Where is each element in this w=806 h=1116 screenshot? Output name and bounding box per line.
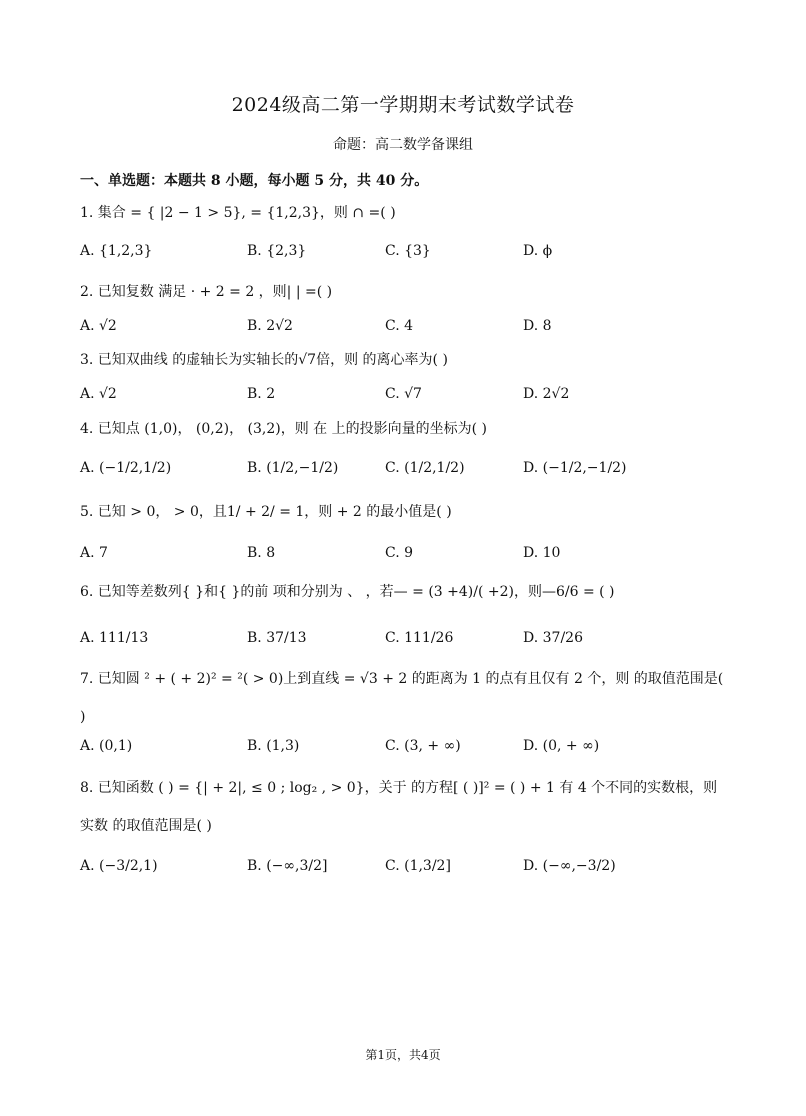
question-2-options — [80, 312, 730, 340]
option-c: C. 9 — [385, 545, 414, 561]
option-d: D. ϕ — [523, 243, 553, 259]
option-b: B. 8 — [247, 545, 276, 561]
option-d: D. (0, + ∞) — [523, 738, 600, 754]
question-7-stem: 7. 已知圆 ² + ( + 2)² = ²( > 0)上到直线 = √3 + 2 的距离为 1 的点有且仅有 2 个，则 的取值范围是( ) — [80, 671, 724, 725]
question-1-stem: 1. 集合 = { |2 − 1 > 5}, = {1,2,3}，则 ∩ =( ) — [80, 205, 396, 221]
option-c: C. √7 — [385, 386, 422, 402]
option-b: B. (1,3) — [247, 738, 300, 754]
option-b: B. 2 — [247, 386, 276, 402]
option-d: D. (−1/2,−1/2) — [523, 460, 627, 476]
option-d: D. (−∞,−3/2) — [523, 858, 616, 874]
question-5-options — [80, 539, 730, 567]
page-footer: 第1页，共4页 — [365, 1048, 441, 1062]
question-4-options — [80, 454, 730, 482]
option-b: B. (−∞,3/2] — [247, 858, 328, 874]
option-c: C. (1,3/2] — [385, 858, 451, 874]
section-heading: 一、单选题：本题共 8 小题，每小题 5 分，共 40 分。 — [80, 173, 429, 189]
option-a: A. (−1/2,1/2) — [80, 460, 172, 476]
option-d: D. 10 — [523, 545, 561, 561]
question-6-options — [80, 624, 730, 652]
option-c: C. 111/26 — [385, 630, 454, 646]
question-8-options — [80, 852, 730, 880]
option-b: B. {2,3} — [247, 243, 307, 259]
option-c: C. (3, + ∞) — [385, 738, 461, 754]
page-title: 2024级高二第一学期期末考试数学试卷 — [231, 94, 575, 116]
option-d: D. 8 — [523, 318, 552, 334]
option-d: D. 2√2 — [523, 386, 570, 402]
question-1-options — [80, 237, 730, 265]
option-b: B. (1/2,−1/2) — [247, 460, 339, 476]
option-a: A. (0,1) — [80, 738, 133, 754]
question-8-stem: 8. 已知函数 ( ) = {| + 2|, ≤ 0 ; log₂ , > 0}，关于 的方程[ ( )]² = ( ) + 1 有 4 个不同的实数根，则实数 的取值范围是( ) — [80, 780, 718, 834]
page-subtitle: 命题：高二数学备课组 — [333, 137, 473, 153]
option-b: B. 37/13 — [247, 630, 307, 646]
option-a: A. {1,2,3} — [80, 243, 153, 259]
option-c: C. 4 — [385, 318, 414, 334]
option-a: A. 111/13 — [80, 630, 149, 646]
option-d: D. 37/26 — [523, 630, 583, 646]
question-6-stem: 6. 已知等差数列{ }和{ }的前 项和分别为 、 ，若— = (3 +4)/( +2)，则—6/6 = ( ) — [80, 584, 615, 600]
question-2-stem: 2. 已知复数 满足 · + 2 = 2 ，则| | =( ) — [80, 284, 333, 300]
option-b: B. 2√2 — [247, 318, 293, 334]
option-a: A. √2 — [80, 386, 117, 402]
question-5-stem: 5. 已知 > 0， > 0，且1/ + 2/ = 1，则 + 2 的最小值是( ) — [80, 504, 452, 520]
option-a: A. √2 — [80, 318, 117, 334]
question-4-stem: 4. 已知点 (1,0)， (0,2)， (3,2)，则 在 上的投影向量的坐标为( ) — [80, 421, 487, 437]
question-3-options — [80, 380, 730, 408]
question-3-stem: 3. 已知双曲线 的虚轴长为实轴长的√7倍，则 的离心率为( ) — [80, 352, 448, 368]
option-a: A. 7 — [80, 545, 108, 561]
option-c: C. (1/2,1/2) — [385, 460, 465, 476]
option-a: A. (−3/2,1) — [80, 858, 158, 874]
option-c: C. {3} — [385, 243, 431, 259]
question-7-options — [80, 732, 730, 760]
